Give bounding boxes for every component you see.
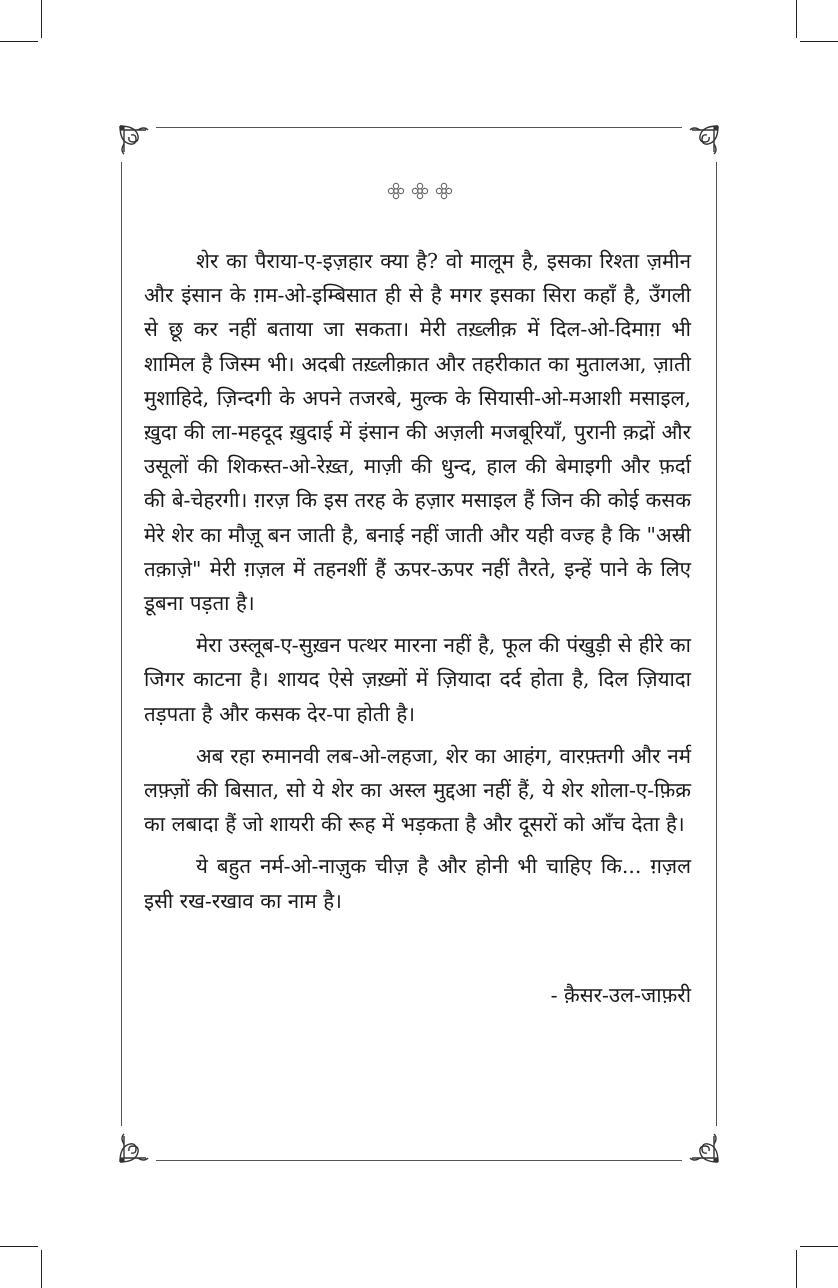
crop-mark xyxy=(0,1246,38,1247)
author-signature: - क़ैसर-उल-जाफ़री xyxy=(550,983,691,1007)
rosette-icon xyxy=(435,182,453,200)
paragraph: ये बहुत नर्म-ओ-नाज़ुक चीज़ है और होनी भी चाहिए कि... ग़ज़ल इसी रख-रखाव का नाम है। xyxy=(144,854,691,913)
crop-mark xyxy=(41,1250,42,1288)
corner-flourish-icon xyxy=(116,1126,156,1166)
paragraph: मेरा उस्लूब-ए-सुख़न पत्थर मारना नहीं है, फूल की पंखुड़ी से हीरे का जिगर काटना है। शायद ऐसे ज़ख़्मों में ज़ियादा दर्द होता है, दिल ज़ियादा तड़पता है और कसक देर-पा होती है। xyxy=(144,633,691,726)
rosette-icon xyxy=(411,182,429,200)
paragraph: शेर का पैराया-ए-इज़हार क्या है? वो मालूम है, इसका रिश्ता ज़मीन और इंसान के ग़म-ओ-इम्बिसात ही से है मगर इसका सिरा कहाँ है, उँगली से छू कर नहीं बताया जा सकता। मेरी तख़्लीक़ में दिल-ओ-दिमाग़ भी शामिल है जिस्म भी। अदबी तख़्लीक़ात और तहरीकात का मुतालआ, ज़ाती मुशाहिदे, ज़िन्दगी के अपने तजरबे, मुल्क के सियासी-ओ-मआशी मसाइल, ख़ुदा की ला-महदूद ख़ुदाई में इंसान की अज़ली मजबूरियाँ, पुरानी क़द्रों और उसूलों की शिकस्त-ओ-रेख़्त, माज़ी की धुन्द, हाल की बेमाइगी और फ़र्दा की बे-चेहरगी। ग़रज़ कि इस तरह के हज़ार मसाइल हैं जिन की कोई कसक मेरे शेर का मौज़ू बन जाती है, बनाई नहीं जाती और यही वज्ह है कि "अस्री तक़ाज़े" मेरी ग़ज़ल में तहनशीं हैं ऊपर-ऊपर नहीं तैरते, इन्हें पाने के लिए डूबना पड़ता है। xyxy=(144,249,691,616)
body-text xyxy=(144,244,691,918)
crop-mark xyxy=(796,0,797,38)
crop-mark xyxy=(800,1246,838,1247)
crop-mark xyxy=(796,1250,797,1288)
paragraph: अब रहा रुमानवी लब-ओ-लहजा, शेर का आहंग, वारफ़्तगी और नर्म लफ़्ज़ों की बिसात, सो ये शेर का अस्ल मुद्दआ नहीं हैं, ये शेर शोला-ए-फ़िक्र का लबादा हैं जो शायरी की रूह में भड़कता है और दूसरों को आँच देता है। xyxy=(144,743,691,837)
corner-flourish-icon xyxy=(682,122,722,162)
corner-flourish-icon xyxy=(116,122,156,162)
section-ornament xyxy=(380,182,460,206)
crop-mark xyxy=(0,41,38,42)
rosette-icon xyxy=(387,182,405,200)
crop-mark xyxy=(800,41,838,42)
crop-mark xyxy=(41,0,42,38)
corner-flourish-icon xyxy=(682,1126,722,1166)
